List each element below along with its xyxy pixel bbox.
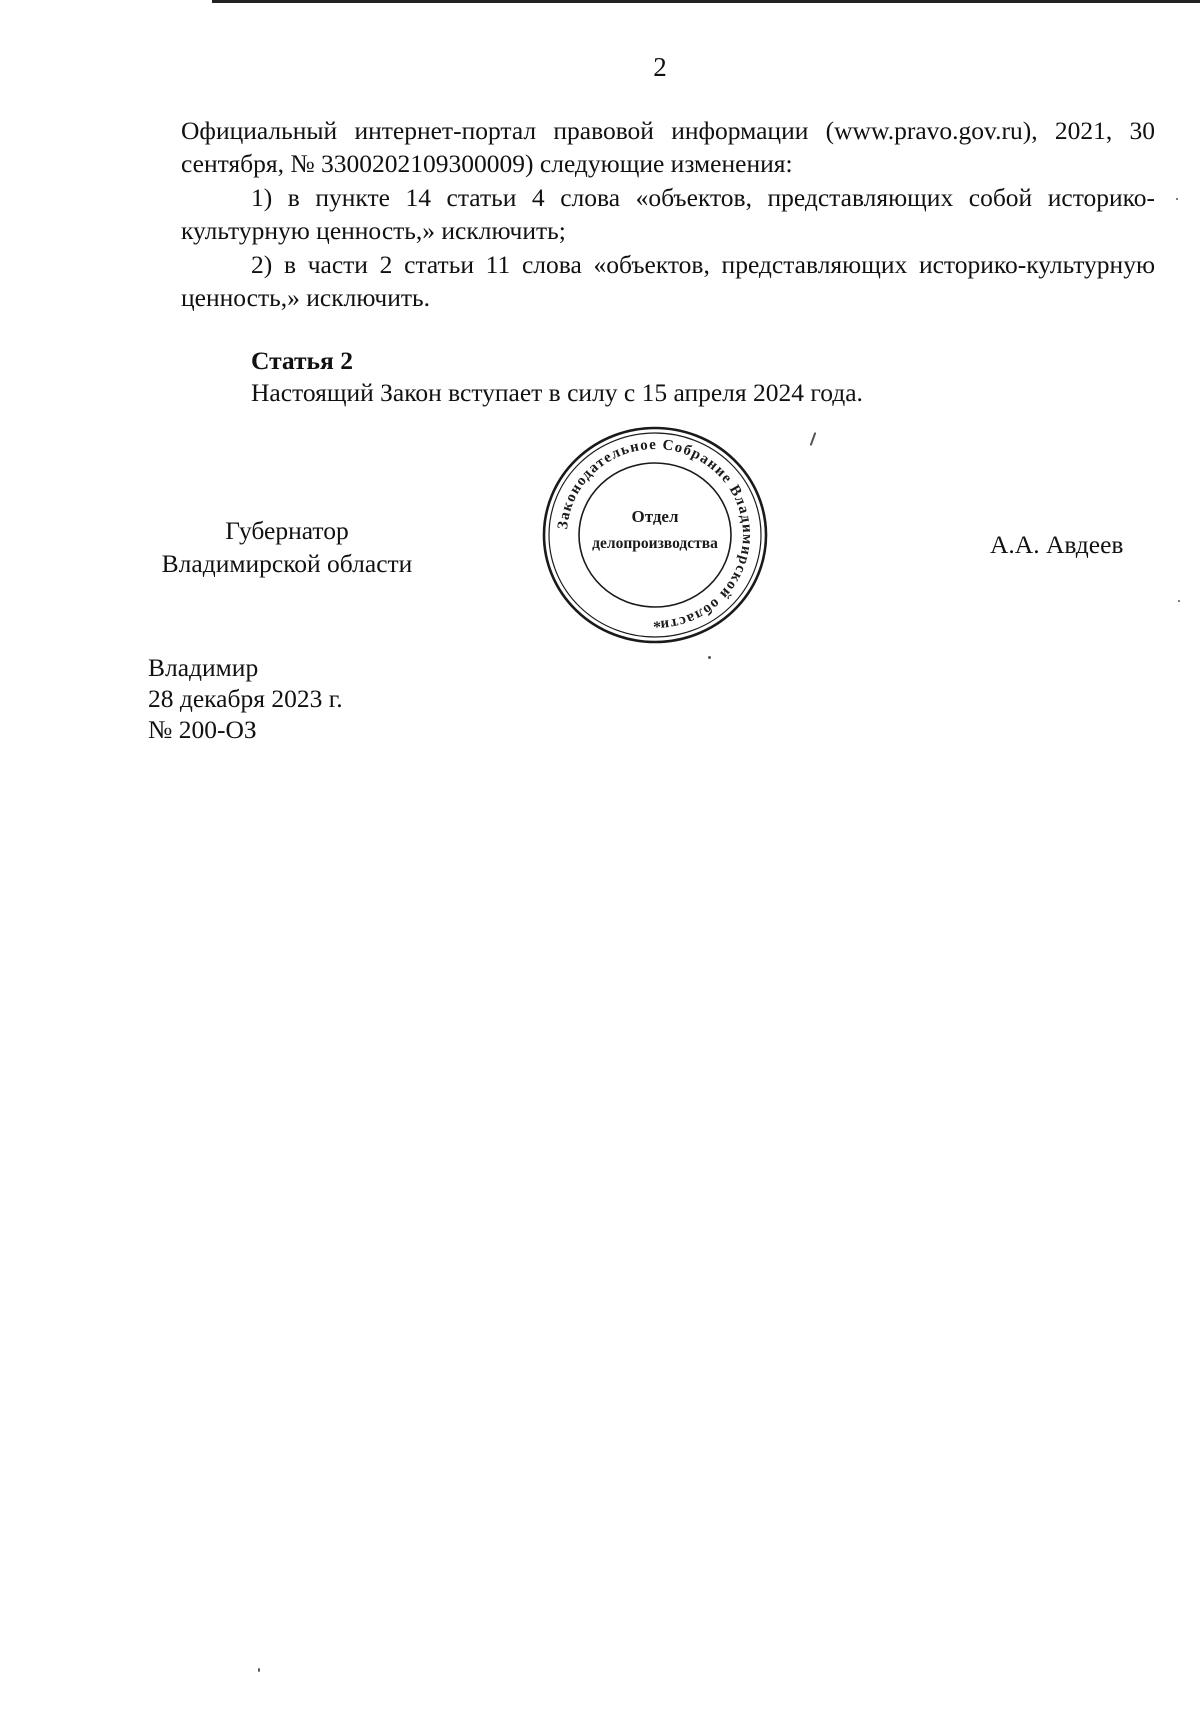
paragraph-intro: Официальный интернет-портал правовой информации (www.pravo.gov.ru), 2021, 30 сентября, № 3300202109300009) следующие изменения: [181,116,1155,178]
seal-center-line-2: делопроизводства [592,535,718,552]
scan-speck [1178,600,1180,602]
official-seal-stamp [540,424,770,646]
article-title: Статья 2 [251,346,353,375]
seal-center-line-1: Отдел [631,507,679,526]
seal-ring-text: Законодательное Собрание Владимирской области [555,436,756,633]
position-line-2: Владимирской области [161,549,413,578]
law-date: 28 декабря 2023 г. [148,684,343,713]
scan-speck [1176,198,1178,200]
top-rule [212,0,1200,3]
place-city: Владимир [148,653,259,682]
scan-speck [810,432,817,446]
law-number: № 200-ОЗ [148,715,257,744]
seal-star: * [653,619,661,636]
amendment-text [181,114,1155,315]
page-number: 2 [653,52,667,82]
position-line-1: Губернатор [225,516,349,545]
scan-speck [708,656,711,659]
signatory-name: А.А. Авдеев [990,530,1124,559]
scan-speck [258,1668,260,1672]
signatory-position [146,514,428,580]
article-text: Настоящий Закон вступает в силу с 15 апреля 2024 года. [251,378,863,407]
paragraph-item-2: 2) в части 2 статьи 11 слова «объектов, представляющих историко-культурную ценность,» исключить. [181,250,1155,312]
place-date-block [148,652,343,745]
paragraph-item-1: 1) в пункте 14 статьи 4 слова «объектов, представляющих собой историко-культурную ценность,» исключить; [181,183,1155,245]
